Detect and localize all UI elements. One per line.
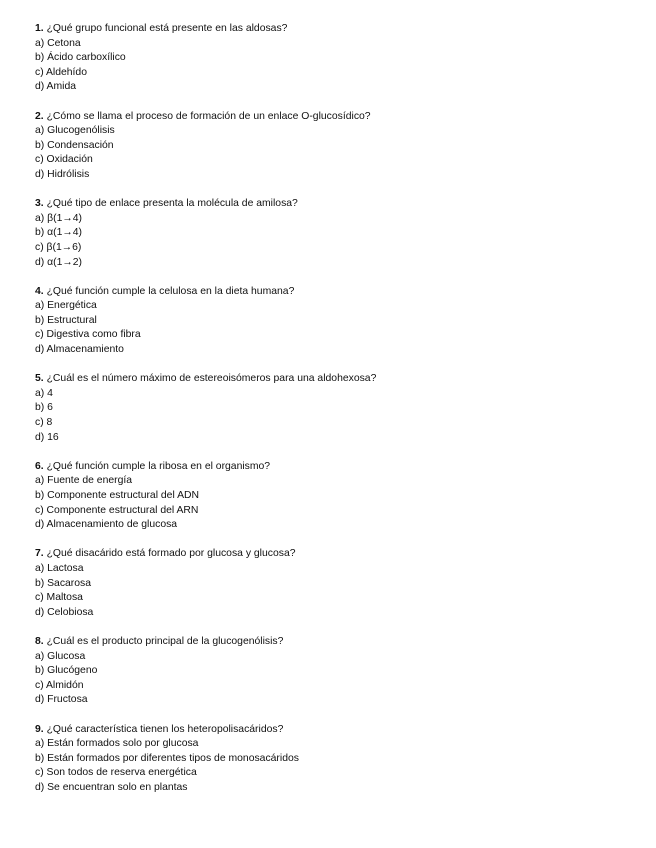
- answer-option-c: c) 8: [35, 417, 53, 429]
- answer-option-b: b) Están formados por diferentes tipos de monosacáridos: [35, 752, 299, 764]
- question-number: 2.: [35, 110, 44, 122]
- answer-option-d: d) Se encuentran solo en plantas: [35, 781, 188, 793]
- question-prompt: [35, 372, 635, 387]
- question-text: ¿Qué tipo de enlace presenta la molécula de amilosa?: [46, 198, 298, 210]
- answer-option-d: d) Celobiosa: [35, 606, 94, 618]
- question-1: [35, 22, 635, 95]
- answer-option-d: d) Fructosa: [35, 694, 88, 706]
- question-number: 5.: [35, 373, 44, 385]
- question-text: ¿Qué función cumple la celulosa en la dieta humana?: [46, 285, 295, 297]
- question-text: ¿Cómo se llama el proceso de formación de un enlace O-glucosídico?: [46, 110, 371, 122]
- question-text: ¿Qué disacárido está formado por glucosa y glucosa?: [46, 548, 296, 560]
- answer-option-d: d) Almacenamiento: [35, 344, 124, 356]
- question-6: [35, 460, 635, 533]
- question-prompt: [35, 547, 635, 562]
- answer-option-a: a) Lactosa: [35, 562, 84, 574]
- answer-option-b: b) Glucógeno: [35, 665, 98, 677]
- answer-option-b: b) 6: [35, 402, 53, 414]
- answer-option-c: c) Componente estructural del ARN: [35, 504, 199, 516]
- answer-option-c: c) Oxidación: [35, 154, 93, 166]
- answer-option-a: a) Están formados solo por glucosa: [35, 738, 199, 750]
- answer-option-b: b) Sacarosa: [35, 577, 92, 589]
- question-prompt: [35, 110, 635, 125]
- question-text: ¿Qué función cumple la ribosa en el organismo?: [46, 460, 271, 472]
- question-prompt: [35, 22, 635, 37]
- question-number: 1.: [35, 23, 44, 34]
- question-number: 8.: [35, 635, 44, 647]
- question-9: [35, 723, 635, 796]
- answer-option-a: a) β(1→4): [35, 212, 82, 224]
- question-prompt: [35, 285, 635, 300]
- question-number: 9.: [35, 723, 44, 735]
- question-text: ¿Cuál es el número máximo de estereoisómeros para una aldohexosa?: [46, 373, 377, 385]
- answer-option-a: a) Fuente de energía: [35, 475, 133, 487]
- answer-option-b: b) Estructural: [35, 314, 97, 326]
- answer-option-c: c) Maltosa: [35, 592, 83, 604]
- answer-option-d: d) Hidrólisis: [35, 168, 90, 180]
- question-text: ¿Qué característica tienen los heteropolisacáridos?: [46, 723, 284, 735]
- question-number: 7.: [35, 548, 44, 560]
- answer-option-c: c) β(1→6): [35, 241, 82, 253]
- question-7: [35, 547, 635, 620]
- question-number: 4.: [35, 285, 44, 297]
- question-number: 6.: [35, 460, 44, 472]
- question-prompt: [35, 460, 635, 475]
- answer-option-a: a) Energética: [35, 300, 97, 312]
- question-prompt: [35, 723, 635, 738]
- answer-option-b: b) Ácido carboxílico: [35, 52, 126, 64]
- question-4: [35, 285, 635, 358]
- answer-option-c: c) Son todos de reserva energética: [35, 767, 197, 779]
- answer-option-a: a) Glucogenólisis: [35, 125, 115, 137]
- question-2: [35, 110, 635, 183]
- question-text: ¿Qué grupo funcional está presente en las aldosas?: [46, 23, 288, 34]
- quiz-document: [35, 22, 635, 810]
- answer-option-d: d) 16: [35, 431, 59, 443]
- answer-option-b: b) α(1→4): [35, 227, 83, 239]
- answer-option-b: b) Condensación: [35, 139, 114, 151]
- question-number: 3.: [35, 198, 44, 210]
- question-prompt: [35, 635, 635, 650]
- answer-option-a: a) Cetona: [35, 37, 81, 49]
- question-text: ¿Cuál es el producto principal de la glucogenólisis?: [46, 635, 284, 647]
- question-8: [35, 635, 635, 708]
- answer-option-a: a) Glucosa: [35, 650, 86, 662]
- answer-option-d: d) α(1→2): [35, 256, 83, 268]
- question-3: [35, 197, 635, 270]
- answer-option-a: a) 4: [35, 387, 53, 399]
- answer-option-c: c) Aldehído: [35, 66, 87, 78]
- answer-option-d: d) Amida: [35, 81, 77, 93]
- question-prompt: [35, 197, 635, 212]
- answer-option-c: c) Digestiva como fibra: [35, 329, 141, 341]
- answer-option-d: d) Almacenamiento de glucosa: [35, 519, 178, 531]
- answer-option-b: b) Componente estructural del ADN: [35, 490, 200, 501]
- answer-option-c: c) Almidón: [35, 679, 84, 691]
- question-5: [35, 372, 635, 445]
